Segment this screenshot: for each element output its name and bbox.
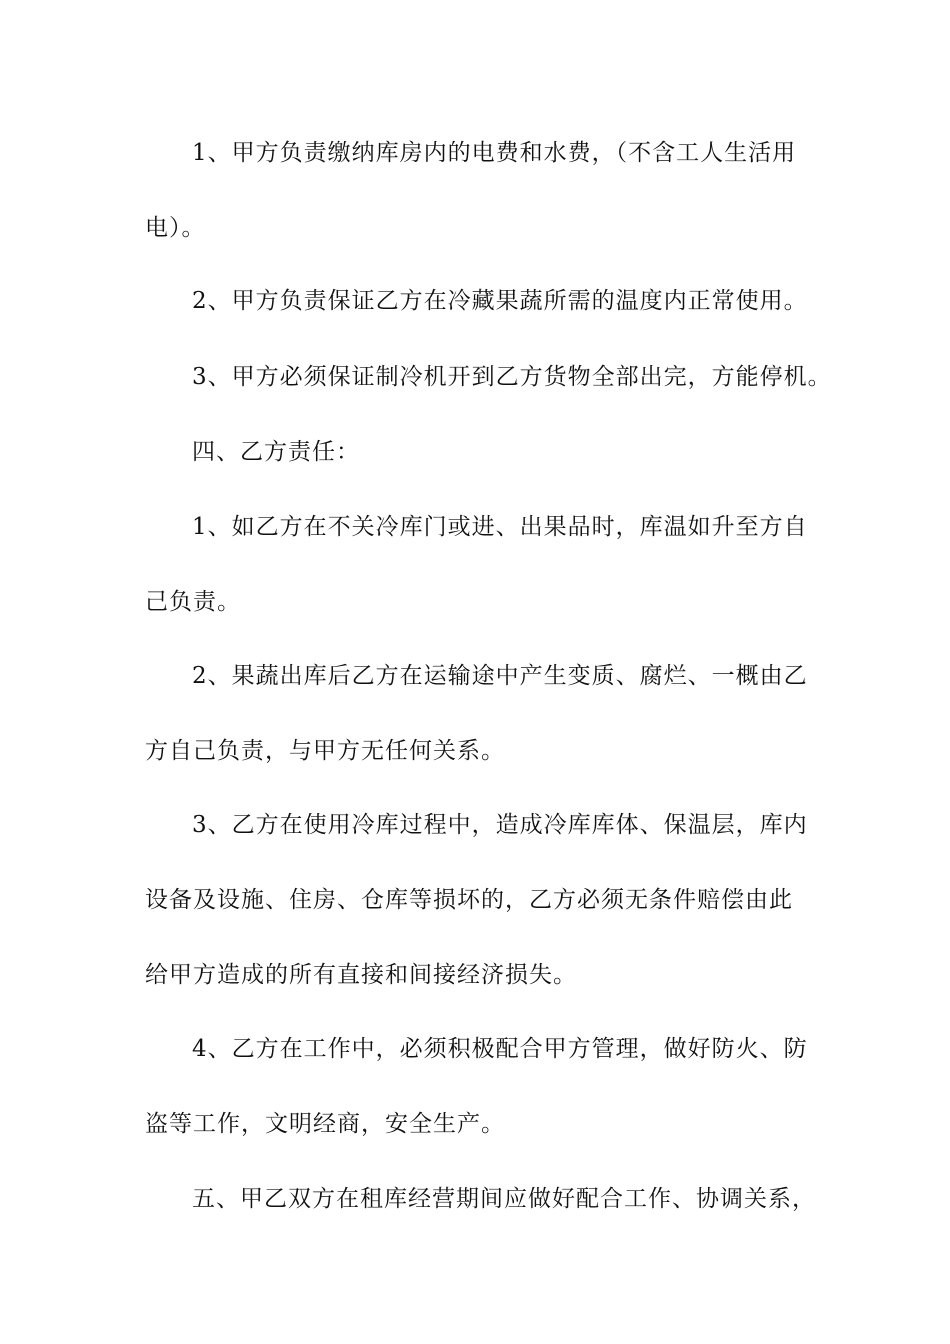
party-b-clause-3-line-3: 给甲方造成的所有直接和间接经济损失。 (145, 962, 577, 988)
party-b-clause-2-line-1: 2、果蔬出库后乙方在运输途中产生变质、腐烂、一概由乙 (192, 663, 808, 689)
party-b-clause-4-line-2: 盗等工作，文明经商，安全生产。 (145, 1111, 505, 1137)
section-5-line-1: 五、甲乙双方在租库经营期间应做好配合工作、协调关系， (192, 1186, 816, 1212)
party-b-clause-1-line-1: 1、如乙方在不关冷库门或进、出果品时，库温如升至方自 (192, 514, 808, 540)
party-b-clause-1-line-2: 己负责。 (145, 589, 241, 615)
clause-1-line-2: 电）。 (145, 215, 206, 241)
party-b-clause-3-line-1: 3、乙方在使用冷库过程中，造成冷库库体、保温层，库内 (192, 812, 808, 838)
party-b-clause-4-line-1: 4、乙方在工作中，必须积极配合甲方管理，做好防火、防 (192, 1036, 808, 1062)
clause-1-line-1: 1、甲方负责缴纳库房内的电费和水费，（不含工人生活用 (192, 140, 797, 166)
clause-3: 3、甲方必须保证制冷机开到乙方货物全部出完，方能停机。 (192, 364, 832, 390)
party-b-clause-2-line-2: 方自己负责，与甲方无任何关系。 (145, 738, 505, 764)
party-b-clause-3-line-2: 设备及设施、住房、仓库等损坏的，乙方必须无条件赔偿由此 (145, 887, 793, 913)
section-heading-4: 四、乙方责任： (192, 439, 360, 465)
clause-2: 2、甲方负责保证乙方在冷藏果蔬所需的温度内正常使用。 (192, 288, 808, 314)
